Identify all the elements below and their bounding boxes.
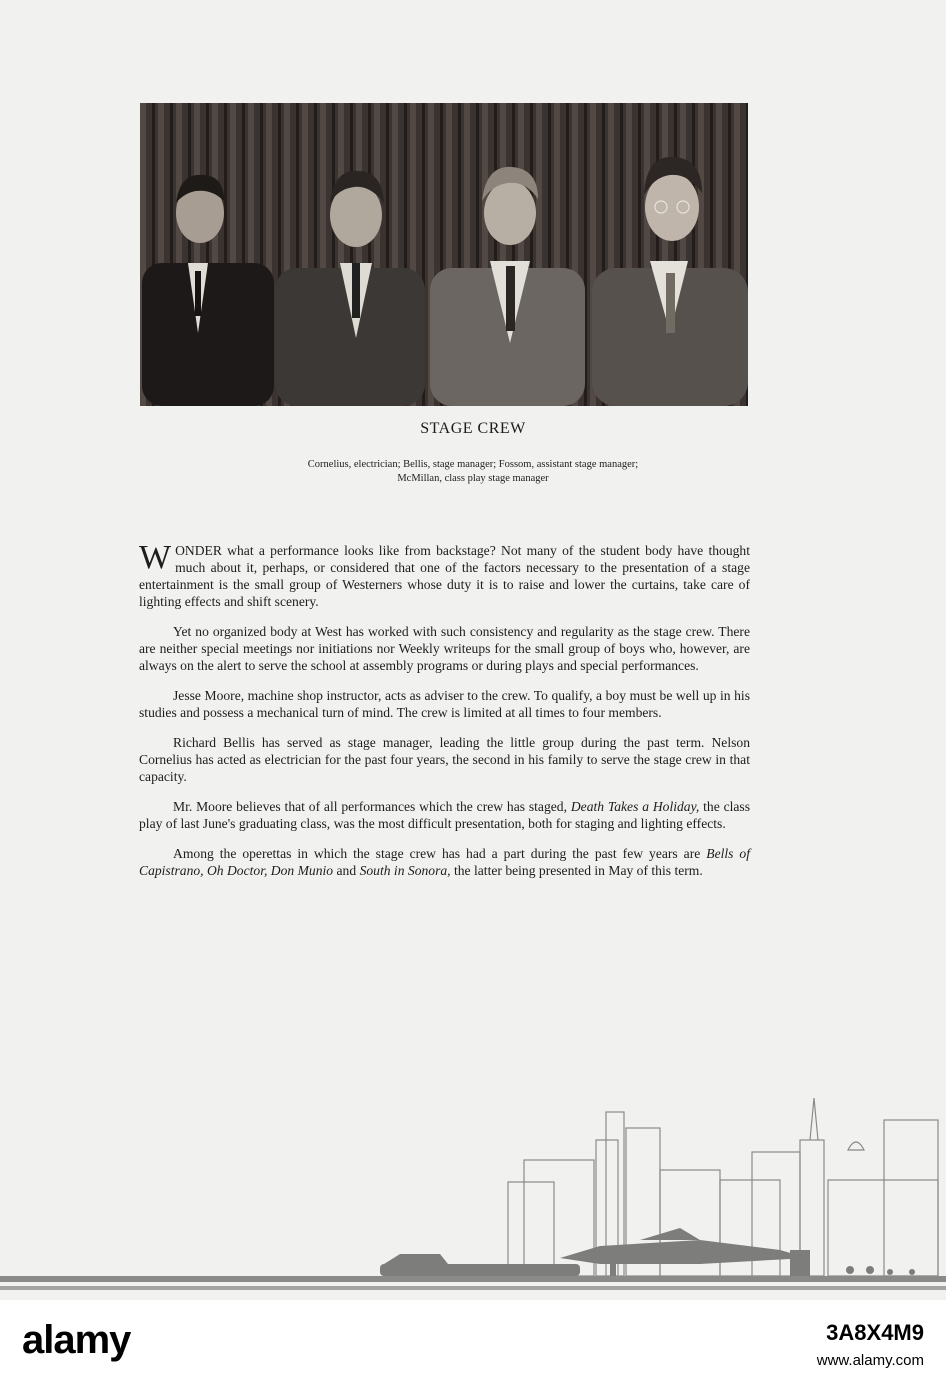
paragraph-6: Among the operettas in which the stage crew has had a part during the past few years are Bells of Capistrano, Oh Doctor, Don Munio and South in Sonora, the latter being presented in May of this term. bbox=[139, 846, 750, 878]
paragraph-4: Richard Bellis has served as stage manager, leading the little group during the past term. Nelson Cornelius has acted as electrician for the past four years, the second in his family to serve the stage crew in that capacity. bbox=[139, 735, 750, 784]
caption-line-2: McMillan, class play stage manager bbox=[397, 473, 549, 484]
page-title: STAGE CREW bbox=[420, 420, 526, 437]
operetta-titles: Bells of Capistrano, Oh Doctor, Don Munio bbox=[139, 846, 750, 878]
operetta-title-sonora: South in Sonora, bbox=[359, 863, 451, 878]
article-body bbox=[139, 539, 750, 892]
paragraph-3: Jesse Moore, machine shop instructor, acts as adviser to the crew. To qualify, a boy must be well up in his studies and possess a mechanical turn of mind. The crew is limited at all times to four members. bbox=[139, 688, 750, 720]
drop-cap: W bbox=[139, 539, 172, 576]
brand-logo: alamy bbox=[22, 1318, 131, 1362]
paragraph-2: Yet no organized body at West has worked with such consistency and regularity as the stage crew. There are neither special meetings nor initiations nor Weekly writeups for the small group of boys who, however, are always on the alert to serve the school at assembly programs or during plays and special performances. bbox=[139, 624, 750, 673]
stock-url[interactable]: www.alamy.com bbox=[816, 1352, 924, 1369]
stock-footer bbox=[0, 1300, 946, 1390]
photo-caption bbox=[200, 458, 746, 486]
play-title: Death Takes a Holiday, bbox=[570, 799, 700, 814]
caption-line-1: Cornelius, electrician; Bellis, stage manager; Fossom, assistant stage manager; bbox=[307, 459, 639, 470]
image-id: 3A8X4M9 bbox=[826, 1320, 924, 1345]
paragraph-1: WONDER what a performance looks like from backstage? Not many of the student body have thought much about it, perhaps, or considered that one of the factors necessary to the presentation of a stage entertainment is the small group of Westerners whose duty it is to raise and lower the curtains, take care of lighting effects and shift scenery. bbox=[139, 539, 750, 609]
skyline-illustration bbox=[0, 1090, 946, 1300]
photo-drawing bbox=[140, 103, 748, 406]
stage-crew-photo bbox=[140, 103, 748, 406]
paragraph-5: Mr. Moore believes that of all performances which the crew has staged, Death Takes a Holiday, the class play of last June's graduating class, was the most difficult presentation, both for staging and lighting effects. bbox=[139, 799, 750, 831]
